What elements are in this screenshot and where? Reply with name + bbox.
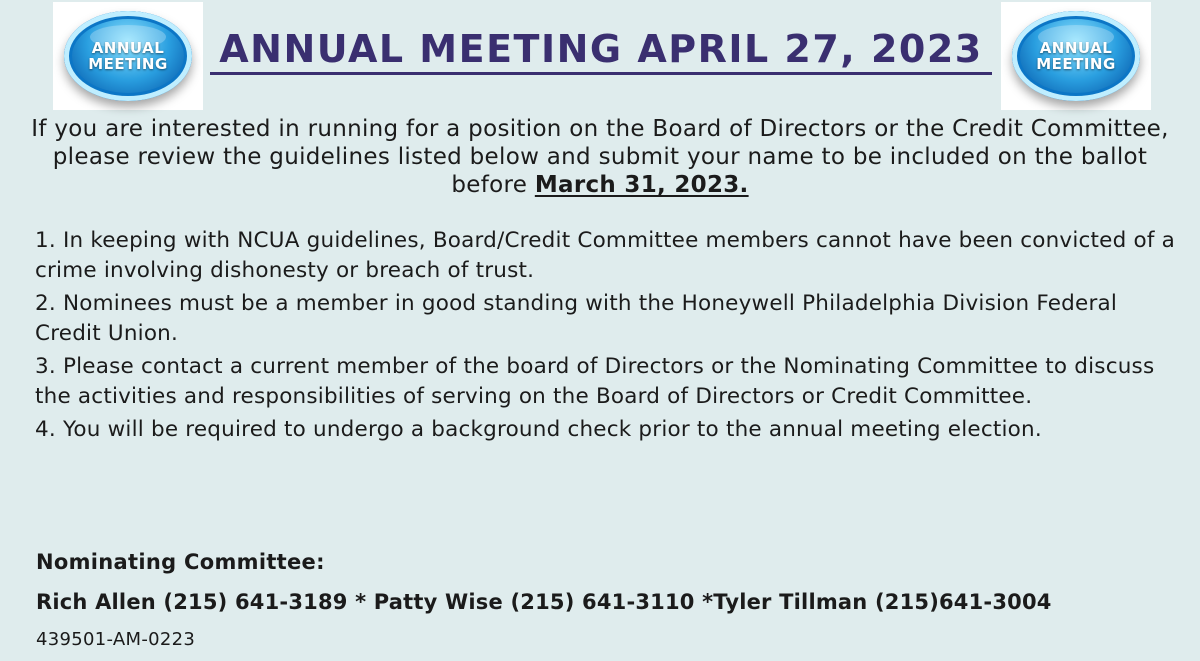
guideline-item: 4. You will be required to undergo a background check prior to the annual meeting election. bbox=[35, 417, 1042, 442]
nominating-committee-members: Rich Allen (215) 641-3189 * Patty Wise (215) 641-3110 *Tyler Tillman (215)641-3004 bbox=[36, 590, 1052, 614]
guideline-item: 2. Nominees must be a member in good standing with the Honeywell Philadelphia Division Federal Credit Union. bbox=[35, 291, 1118, 346]
guideline-item: 3. Please contact a current member of the board of Directors or the Nominating Committee to discuss the activities and responsibilities of serving on the Board of Directors or Credit Committee. bbox=[35, 354, 1155, 409]
submission-deadline: March 31, 2023. bbox=[534, 172, 749, 198]
intro-text: If you are interested in running for a position on the Board of Directors or the Credit Committee, please review the guidelines listed below and submit your name to be included on the ballot before bbox=[31, 116, 1169, 198]
annual-meeting-badge-icon bbox=[64, 11, 192, 101]
annual-meeting-badge-left bbox=[53, 2, 203, 110]
annual-meeting-badge-right bbox=[1001, 2, 1151, 110]
badge-text: ANNUAL MEETING bbox=[88, 39, 168, 73]
annual-meeting-badge-icon bbox=[1012, 11, 1140, 101]
badge-text: ANNUAL MEETING bbox=[1036, 39, 1116, 73]
guideline-item: 1. In keeping with NCUA guidelines, Board/Credit Committee members cannot have been convicted of a crime involving dishonesty or breach of trust. bbox=[35, 228, 1176, 283]
guidelines-list bbox=[35, 226, 1175, 448]
nominating-committee-heading: Nominating Committee: bbox=[36, 550, 325, 574]
intro-paragraph bbox=[20, 115, 1180, 199]
page-title: ANNUAL MEETING APRIL 27, 2023 bbox=[210, 26, 992, 75]
document-code: 439501-AM-0223 bbox=[36, 629, 196, 650]
